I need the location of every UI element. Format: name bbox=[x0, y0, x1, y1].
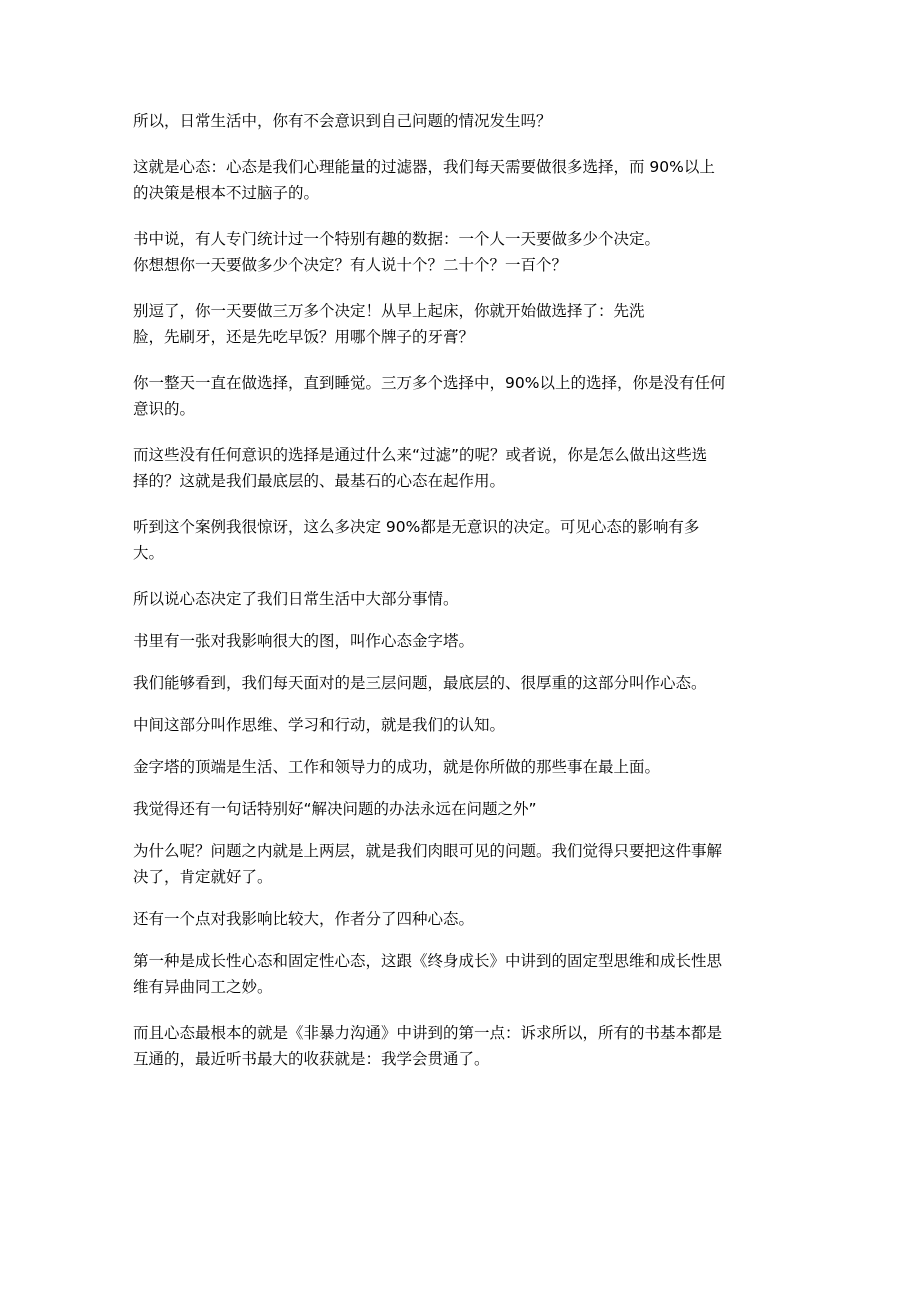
paragraph-line: 所以，日常生活中，你有不会意识到自己问题的情况发生吗？ bbox=[133, 112, 552, 130]
paragraph-13 bbox=[133, 796, 783, 822]
paragraph-17 bbox=[133, 1020, 783, 1072]
paragraph-7 bbox=[133, 514, 783, 566]
paragraph-2 bbox=[133, 154, 783, 206]
paragraph-3 bbox=[133, 226, 783, 278]
paragraph-line: 择的？这就是我们最底层的、最基石的心态在起作用。 bbox=[133, 472, 506, 490]
paragraph-line: 还有一个点对我影响比较大，作者分了四种心态。 bbox=[133, 910, 475, 928]
paragraph-line: 听到这个案例我很惊讶，这么多决定 90%都是无意识的决定。可见心态的影响有多 bbox=[133, 518, 700, 536]
paragraph-line: 而且心态最根本的就是《非暴力沟通》中讲到的第一点：诉求所以，所有的书基本都是 bbox=[133, 1024, 723, 1042]
paragraph-1 bbox=[133, 108, 783, 134]
paragraph-line: 决了，肯定就好了。 bbox=[133, 868, 273, 886]
paragraph-line: 你一整天一直在做选择，直到睡觉。三万多个选择中，90%以上的选择，你是没有任何 bbox=[133, 374, 726, 392]
paragraph-line: 所以说心态决定了我们日常生活中大部分事情。 bbox=[133, 590, 459, 608]
paragraph-line: 我觉得还有一句话特别好“解决问题的办法永远在问题之外” bbox=[133, 800, 537, 818]
paragraph-line: 别逗了，你一天要做三万多个决定！从早上起床，你就开始做选择了：先洗 bbox=[133, 302, 645, 320]
paragraph-11 bbox=[133, 712, 783, 738]
paragraph-line: 意识的。 bbox=[133, 400, 196, 418]
paragraph-line: 互通的，最近听书最大的收获就是：我学会贯通了。 bbox=[133, 1050, 490, 1068]
paragraph-line: 金字塔的顶端是生活、工作和领导力的成功，就是你所做的那些事在最上面。 bbox=[133, 758, 661, 776]
paragraph-line: 而这些没有任何意识的选择是通过什么来“过滤”的呢？或者说，你是怎么做出这些选 bbox=[133, 446, 708, 464]
paragraph-15 bbox=[133, 906, 783, 932]
paragraph-16 bbox=[133, 948, 783, 1000]
paragraph-4 bbox=[133, 298, 783, 350]
document-body bbox=[133, 108, 783, 1092]
paragraph-5 bbox=[133, 370, 783, 422]
paragraph-line: 大。 bbox=[133, 544, 165, 562]
paragraph-line: 第一种是成长性心态和固定性心态，这跟《终身成长》中讲到的固定型思维和成长性思 bbox=[133, 952, 723, 970]
paragraph-line: 为什么呢？问题之内就是上两层，就是我们肉眼可见的问题。我们觉得只要把这件事解 bbox=[133, 842, 723, 860]
paragraph-8 bbox=[133, 586, 783, 612]
paragraph-line: 你想想你一天要做多少个决定？有人说十个？二十个？一百个？ bbox=[133, 256, 568, 274]
paragraph-line: 这就是心态：心态是我们心理能量的过滤器，我们每天需要做很多选择，而 90%以上 bbox=[133, 158, 715, 176]
paragraph-line: 维有异曲同工之妙。 bbox=[133, 978, 273, 996]
paragraph-line: 的决策是根本不过脑子的。 bbox=[133, 184, 320, 202]
paragraph-14 bbox=[133, 838, 783, 890]
paragraph-10 bbox=[133, 670, 783, 696]
paragraph-6 bbox=[133, 442, 783, 494]
paragraph-12 bbox=[133, 754, 783, 780]
paragraph-line: 书中说，有人专门统计过一个特别有趣的数据：一个人一天要做多少个决定。 bbox=[133, 230, 661, 248]
paragraph-9 bbox=[133, 628, 783, 654]
paragraph-line: 我们能够看到，我们每天面对的是三层问题，最底层的、很厚重的这部分叫作心态。 bbox=[133, 674, 707, 692]
paragraph-line: 书里有一张对我影响很大的图，叫作心态金字塔。 bbox=[133, 632, 475, 650]
paragraph-line: 中间这部分叫作思维、学习和行动，就是我们的认知。 bbox=[133, 716, 506, 734]
paragraph-line: 脸，先刷牙，还是先吃早饭？用哪个牌子的牙膏？ bbox=[133, 328, 475, 346]
